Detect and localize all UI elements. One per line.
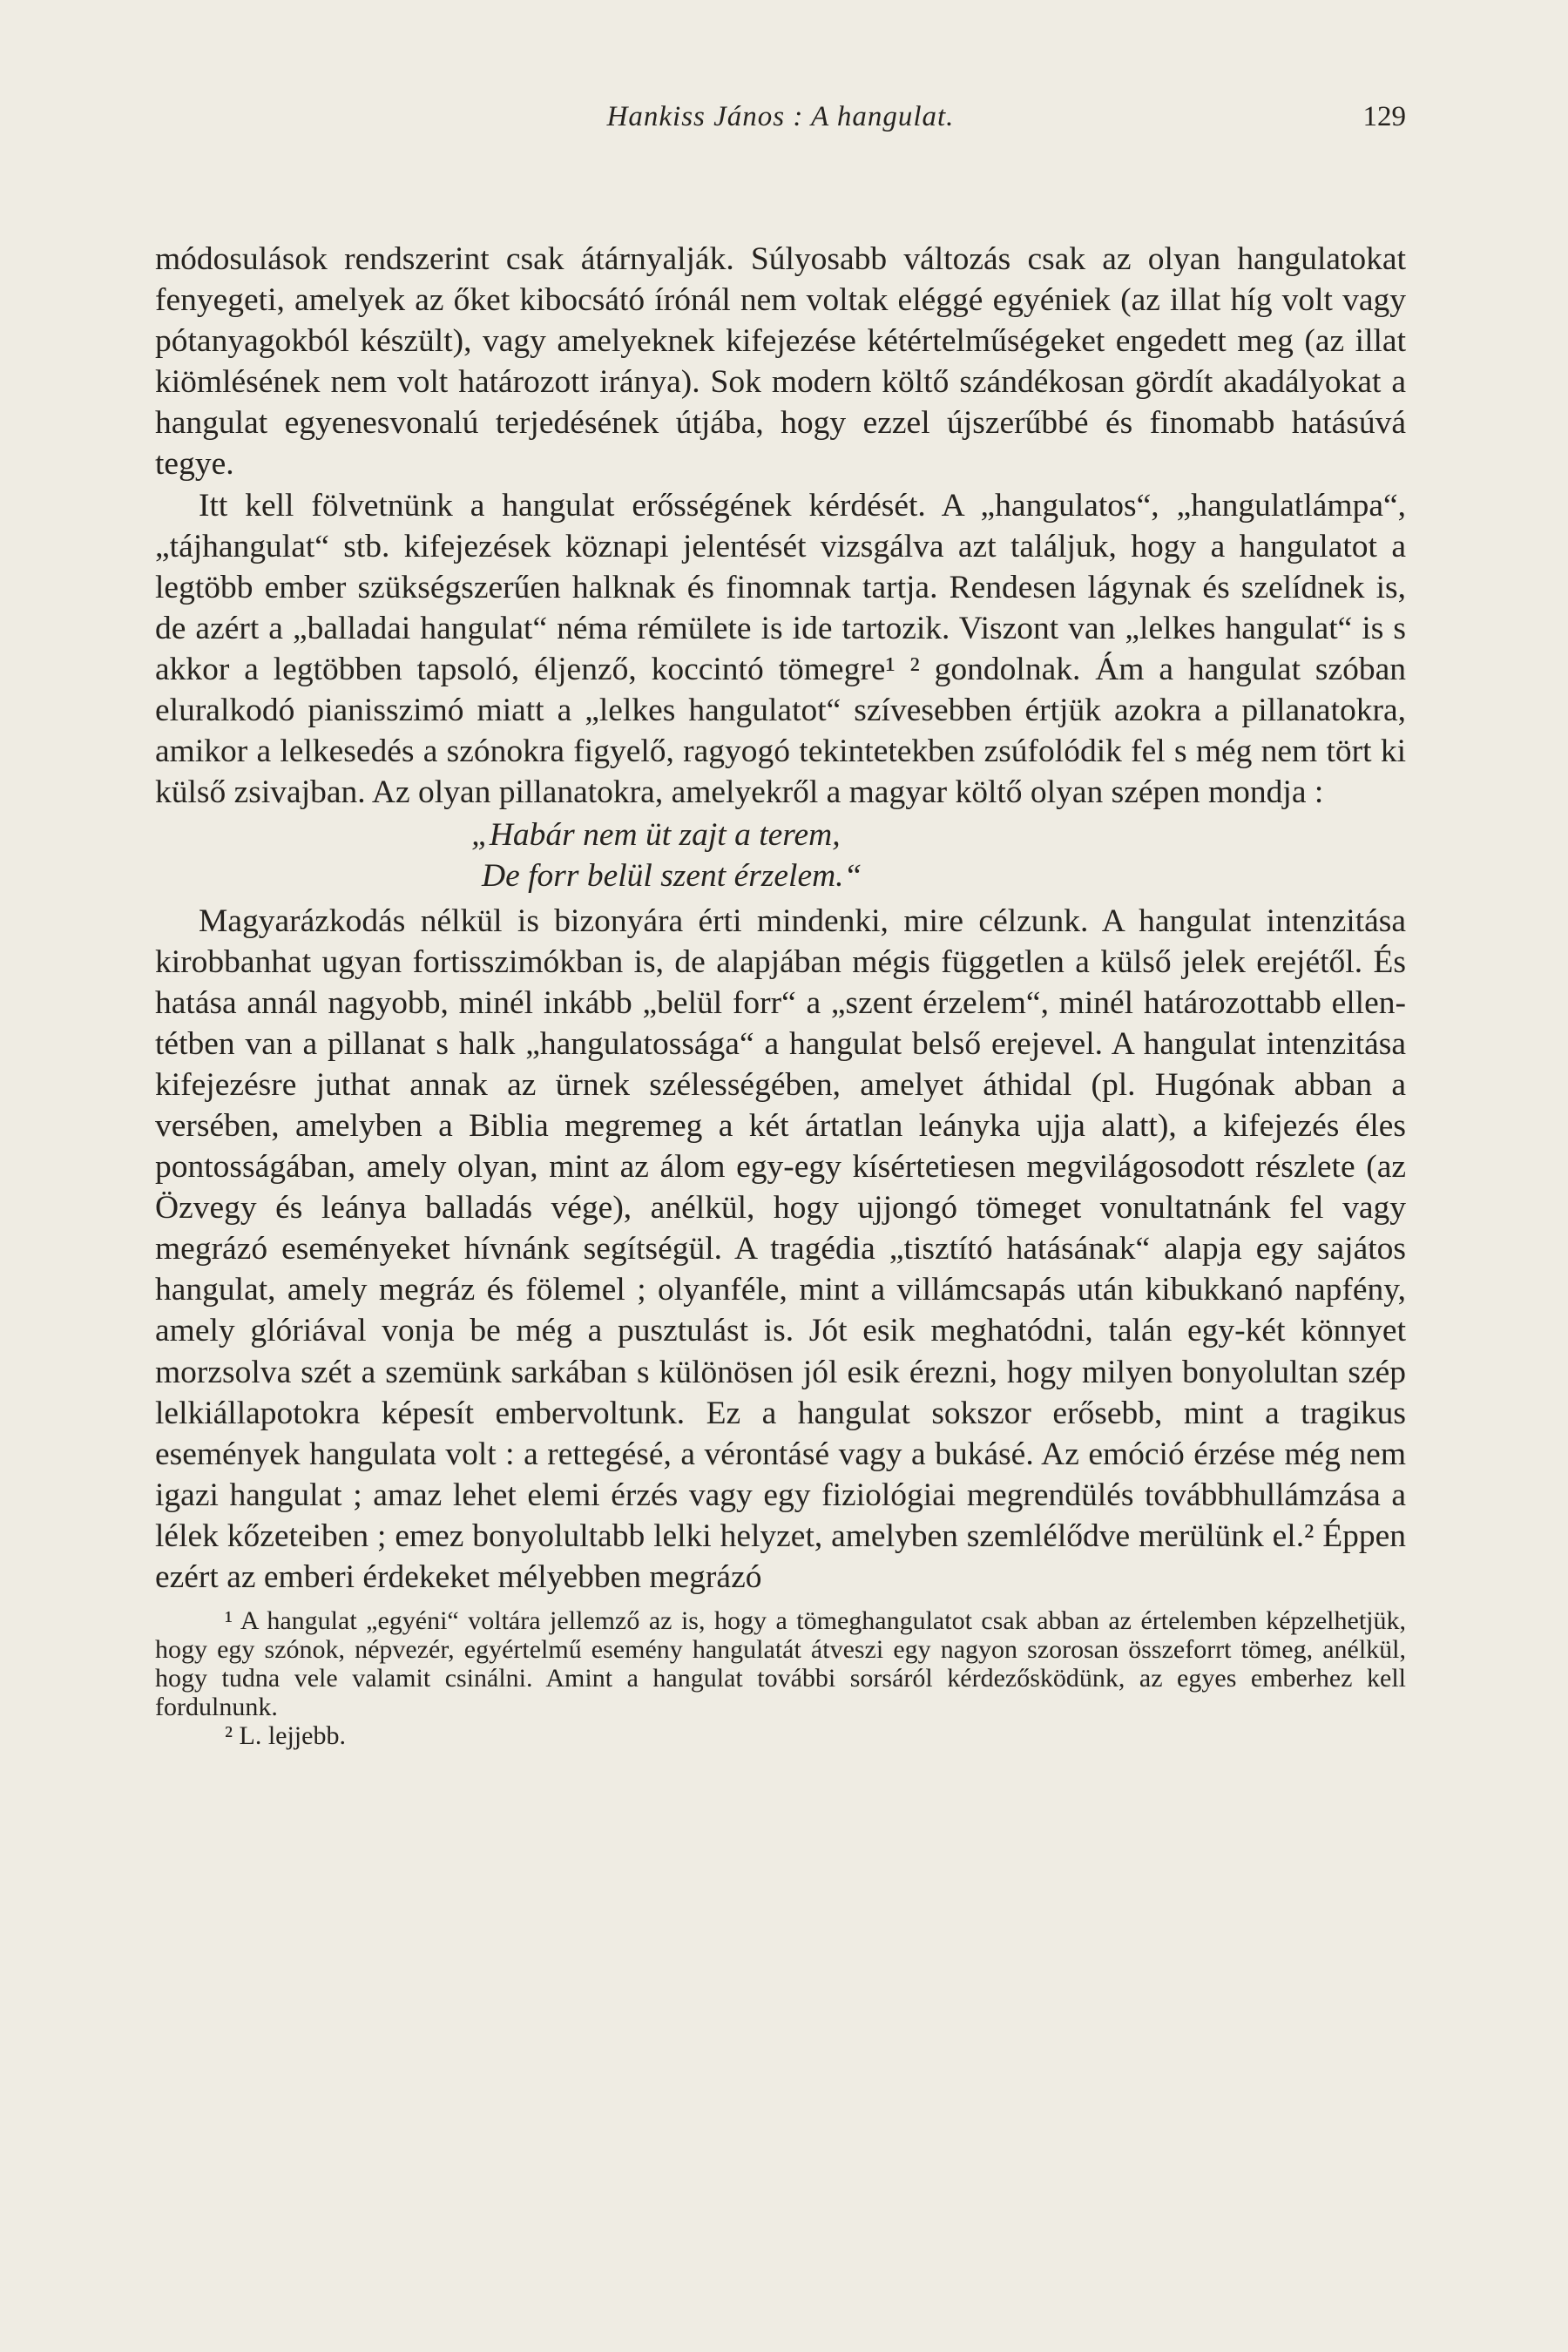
paragraph-3: Magyarázkodás nélkül is bizonyára érti mindenki, mire célzunk. A hangulat intenzitása kirobbanhat ugyan fortisszimókban is, de alapjában mégis független a külső jelek erejétől. És hatása annál nagyobb, minél inkább „belül forr“ a „szent érzelem“, minél határozottabb ellentétben van a pillanat s halk „hangulatossága“ a hangulat belső erejevel. A hangulat intenzitása kifejezésre juthat annak az ürnek szélességében, amelyet áthidal (pl. Hugónak abban a versében, amelyben a Biblia megremeg a két ártatlan leányka ujja alatt), a kifejezés éles pontosságában, amely olyan, mint az álom egy-egy kísértetiesen megvilágosodott részlete (az Özvegy és leánya balladás vége), anélkül, hogy ujjongó tömeget vonultatnánk fel vagy megrázó eseményeket hívnánk segítségül. A tragédia „tisztító hatásának“ alapja egy sajátos hangulat, amely megráz és fölemel ; olyanféle, mint a villámcsapás után kibukkanó napfény, amely glóriával vonja be még a pusztulást is. Jót esik meghatódni, talán egy-két könnyet morzsolva szét a szemünk sarkában s különösen jól esik érezni, hogy milyen bonyolultan szép lelkiállapotokra képesít embervoltunk. Ez a hangulat sokszor erősebb, mint a tragikus események hangulata volt : a rettegésé, a vérontásé vagy a bukásé. Az emóció érzése még nem igazi hangulat ; amaz lehet elemi érzés vagy egy fiziológiai megrendülés továbbhullámzása a lélek kőzeteiben ; emez bonyolultabb lelki helyzet, amelyben szemlélődve merülünk el.² Éppen ezért az emberi érdekeket mélyebben megrázó <box>155 902 1406 1595</box>
verse-line-1: „Habár nem üt zajt a terem, <box>471 817 841 854</box>
page-header <box>155 94 1406 146</box>
footnote-2: ² L. lejjebb. <box>225 1721 346 1751</box>
paragraph-1: módosulások rendszerint csak átárnyalják. Súlyosabb változás csak az olyan hangulatokat fenyegeti, amelyek az őket kibocsátó írónál nem voltak eléggé egyéniek (az illat híg volt vagy pótanyagokból készült), vagy amelyeknek kifejezése kétértelműségeket engedett meg (az illat kiömlésének nem volt határozott iránya). Sok modern költő szándékosan gördít akadályokat a hangulat egyenesvonalú terjedésének útjába, hogy ezzel újszerűbbé és finomabb hatásúvá tegye. <box>155 241 1406 483</box>
footnote-1: ¹ A hangulat „egyéni“ voltára jellemző az is, hogy a tömeghangulatot csak abban az értelemben képzelhetjük, hogy egy szónok, népvezér, egyértelmű esemény hangulatát átveszi egy nagyon szorosan összeforrt tömeg, anélkül, hogy tudna vele valamit csinálni. Amint a hangulat további sorsáról kérdezősködünk, az egyes emberhez kell fordulnunk. <box>155 1606 1406 1722</box>
footnotes <box>155 1606 1406 1750</box>
verse-line-2: De forr belül szent érzelem.“ <box>482 858 862 895</box>
verse-quote <box>155 814 1406 896</box>
body-text <box>155 239 1406 1598</box>
paragraph-2: Itt kell fölvetnünk a hangulat erősségének kérdését. A „hangulatos“, „hangulatlámpa“, „tájhangulat“ stb. kifejezések köznapi jelentését vizsgálva azt találjuk, hogy a hangulatot a legtöbb ember szükségszerűen halknak és finomnak tartja. Rendesen lágynak és szelídnek is, de azért a „balladai hangulat“ néma rémülete is ide tartozik. Viszont van „lelkes hangulat“ is s akkor a legtöbben tapsoló, éljenző, koccintó tömegre¹ ² gondolnak. Ám a hangulat szóban eluralkodó pianisszimó miatt a „lelkes hangulatot“ szívesebben értjük azokra a pillanatokra, amikor a lelkesedés a szónokra figyelő, ragyogó tekintetekben zsúfolódik fel s még nem tört ki külső zsivajban. Az olyan pillanatokra, amelyekről a magyar költő olyan szépen mondja : <box>155 487 1406 811</box>
running-head: Hankiss János : A hangulat. <box>606 101 955 132</box>
page-number: 129 <box>1362 101 1406 132</box>
